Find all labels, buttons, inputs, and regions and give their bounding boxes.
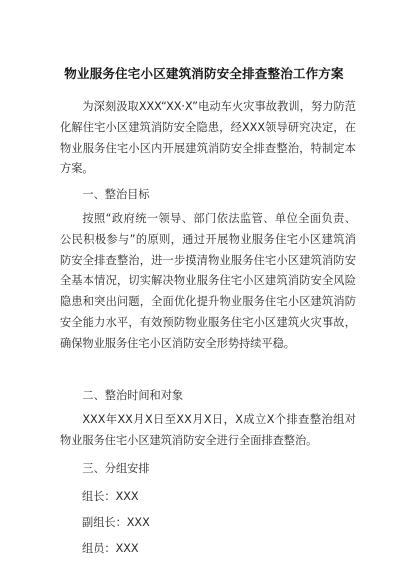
schedule-paragraph: XXX年XX月X日至XX月X日，X成立X个排查整治组对物业服务住宅小区建筑消防安全进行全面排查整治。: [60, 413, 356, 447]
section-heading-goals: 一、整治目标: [82, 188, 150, 201]
deputy-leader-line: 副组长：XXX: [82, 516, 150, 529]
section-heading-groups: 三、分组安排: [82, 462, 150, 475]
document-title: 物业服务住宅小区建筑消防安全排查整治工作方案: [64, 66, 344, 81]
section-heading-schedule: 二、整治时间和对象: [82, 389, 184, 402]
intro-paragraph: 为深刻汲取XXX“XX·X”电动车火灾事故教训，努力防范化解住宅小区建筑消防安全隐患，经XXX领导研究决定，在物业服务住宅小区内开展建筑消防安全排查整治，特制定本方案。: [60, 100, 356, 176]
group-leader-line: 组长：XXX: [82, 490, 139, 503]
member-line: 组员：XXX: [82, 542, 139, 555]
goals-paragraph: 按照“政府统一领导、部门依法监管、单位全面负责、公民积极参与”的原则，通过开展物业服务住宅小区建筑消防安全排查整治，进一步摸清物业服务住宅小区建筑消防安全基本情况，切实解决物业服务住宅小区建筑消防安全风险隐患和突出问题，全面优化提升物业服务住宅小区建筑消防安全能力水平，有效预防物业服务住宅小区建筑火灾事故，确保物业服务住宅小区消防安全形势持续平稳。: [60, 212, 356, 350]
